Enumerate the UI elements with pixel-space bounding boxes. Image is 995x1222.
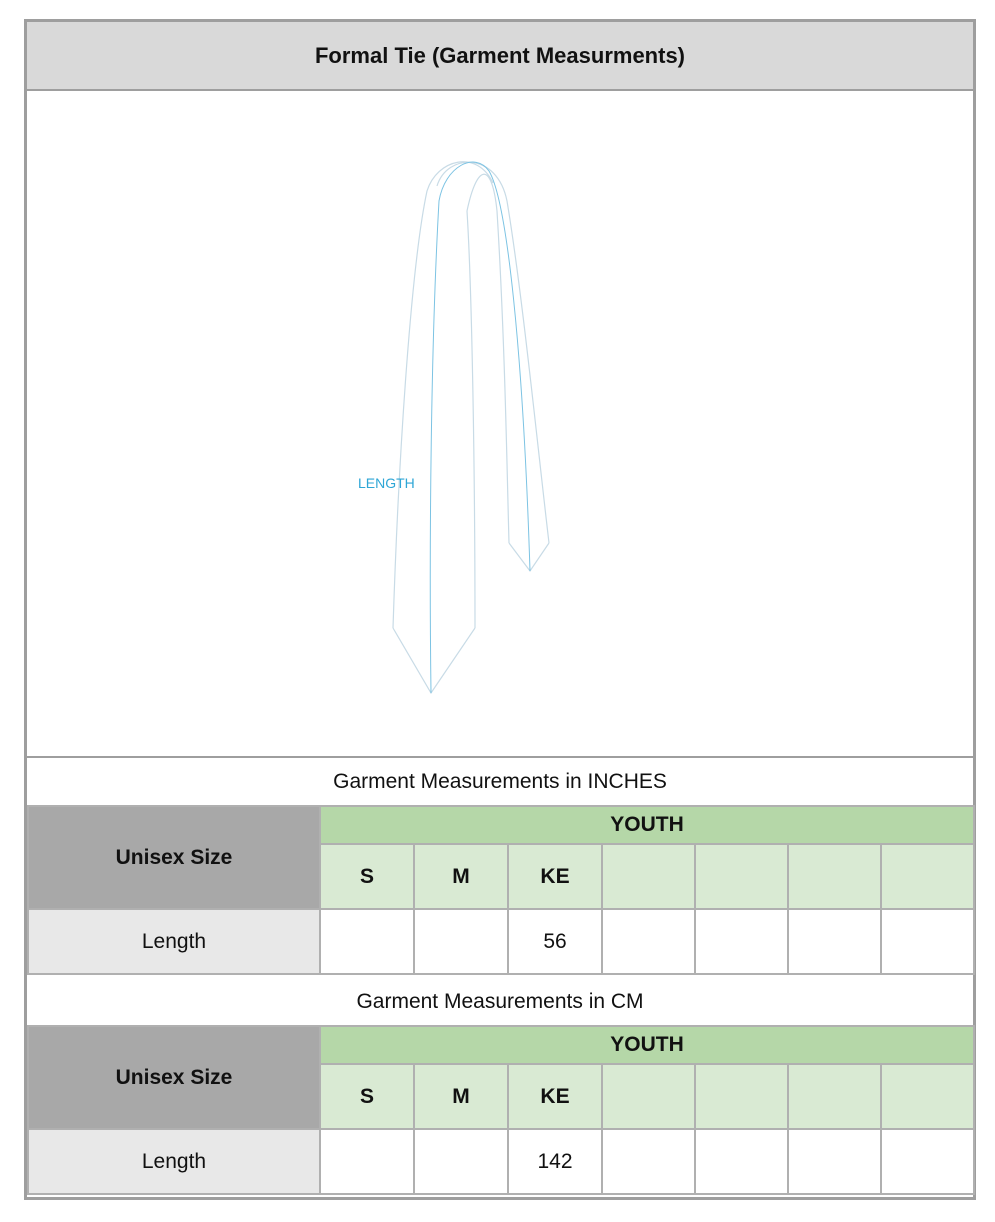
size-header bbox=[881, 1064, 974, 1129]
length-value bbox=[602, 909, 695, 974]
youth-group-header: YOUTH bbox=[320, 806, 974, 844]
size-header bbox=[788, 844, 881, 909]
tie-diagram bbox=[27, 91, 973, 758]
size-header bbox=[602, 844, 695, 909]
size-header: KE bbox=[508, 844, 602, 909]
size-header bbox=[695, 1064, 788, 1129]
cm-caption: Garment Measurements in CM bbox=[27, 978, 973, 1025]
size-header: M bbox=[414, 1064, 508, 1129]
size-header: S bbox=[320, 1064, 414, 1129]
size-header bbox=[602, 1064, 695, 1129]
length-value bbox=[695, 909, 788, 974]
length-row-label: Length bbox=[28, 1129, 320, 1194]
length-row-label: Length bbox=[28, 909, 320, 974]
size-header bbox=[881, 844, 974, 909]
tie-back-outer-edge bbox=[437, 162, 549, 543]
youth-group-header: YOUTH bbox=[320, 1026, 974, 1064]
length-value bbox=[414, 909, 508, 974]
length-value: 56 bbox=[508, 909, 602, 974]
length-value bbox=[695, 1129, 788, 1194]
length-value bbox=[602, 1129, 695, 1194]
chart-title: Formal Tie (Garment Measurments) bbox=[27, 22, 973, 91]
inches-caption: Garment Measurements in INCHES bbox=[27, 758, 973, 805]
tie-illustration bbox=[27, 91, 973, 756]
length-value bbox=[881, 1129, 974, 1194]
length-value bbox=[414, 1129, 508, 1194]
length-value bbox=[788, 909, 881, 974]
size-header bbox=[788, 1064, 881, 1129]
length-value: 142 bbox=[508, 1129, 602, 1194]
length-measure-line bbox=[430, 162, 530, 693]
tie-front-left-edge bbox=[393, 162, 493, 628]
cm-table bbox=[27, 1025, 975, 1195]
size-header: KE bbox=[508, 1064, 602, 1129]
length-value bbox=[320, 909, 414, 974]
tie-back-inner-edge bbox=[467, 174, 509, 543]
size-chart bbox=[24, 19, 976, 1200]
inches-table bbox=[27, 805, 975, 975]
unisex-size-header: Unisex Size bbox=[28, 1026, 320, 1129]
tie-front-right-edge bbox=[467, 211, 475, 628]
tie-front-tip bbox=[393, 628, 475, 693]
length-value bbox=[788, 1129, 881, 1194]
length-value bbox=[320, 1129, 414, 1194]
size-header: M bbox=[414, 844, 508, 909]
length-label: LENGTH bbox=[358, 475, 415, 491]
size-header bbox=[695, 844, 788, 909]
length-value bbox=[881, 909, 974, 974]
size-header: S bbox=[320, 844, 414, 909]
unisex-size-header: Unisex Size bbox=[28, 806, 320, 909]
